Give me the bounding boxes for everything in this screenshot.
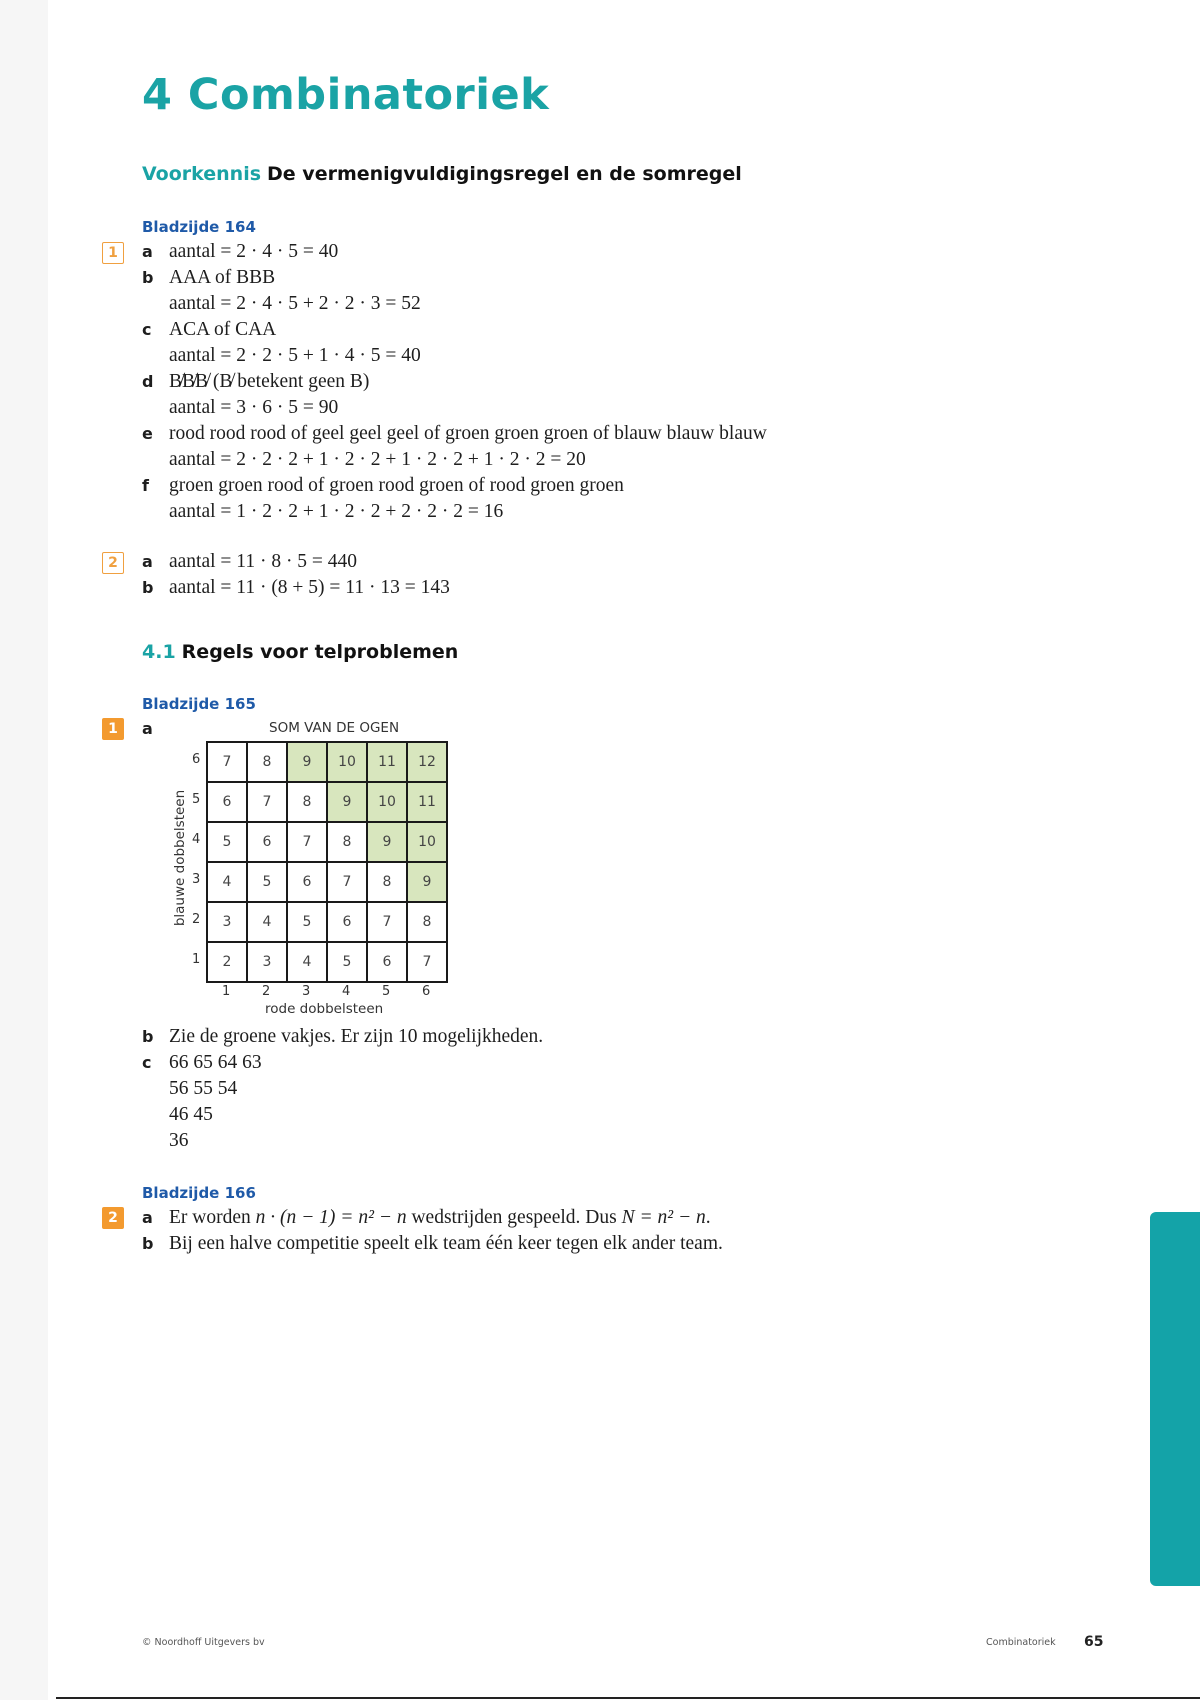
footer-publisher: © Noordhoff Uitgevers bv (142, 1637, 265, 1648)
col-tick: 5 (382, 984, 391, 999)
answer-text-part: Er worden (169, 1207, 256, 1228)
grid-cell: 4 (287, 942, 327, 982)
exercise-number-1: 1 (102, 718, 124, 740)
row-tick: 3 (192, 872, 201, 887)
section-4-1 (142, 641, 458, 663)
grid-cell-highlighted: 10 (327, 742, 367, 782)
grid-cell: 5 (207, 822, 247, 862)
grid-cell-highlighted: 12 (407, 742, 447, 782)
answer-4-1-1c (142, 1051, 262, 1075)
grid-cell: 6 (247, 822, 287, 862)
answer-1c-line2: aantal = 2 · 2 · 5 + 1 · 4 · 5 = 40 (169, 345, 421, 366)
grid-cell: 7 (207, 742, 247, 782)
answer-text: aantal = 11 · (8 + 5) = 11 · 13 = 143 (169, 577, 450, 598)
answer-1d (142, 370, 369, 394)
answer-label: c (142, 320, 152, 339)
chapter-title: 4 Combinatoriek (142, 70, 550, 120)
answer-text: B̸B̸B̸ (B̸ betekent geen B) (169, 371, 370, 392)
answer-label: f (142, 476, 149, 495)
answer-label: b (142, 1027, 154, 1046)
grid-cell: 4 (247, 902, 287, 942)
grid-row (207, 822, 447, 862)
grid-cell: 6 (287, 862, 327, 902)
answer-4-1-1b (142, 1025, 543, 1049)
grid-cell: 8 (407, 902, 447, 942)
page-edge-shadow (0, 0, 48, 1700)
grid-cell: 7 (247, 782, 287, 822)
answer-text: Bij een halve competitie speelt elk team één keer tegen elk ander team. (169, 1233, 723, 1254)
answer-label: e (142, 424, 153, 443)
answer-label: a (142, 242, 153, 261)
grid-cell: 6 (327, 902, 367, 942)
answer-1f-line2: aantal = 1 · 2 · 2 + 1 · 2 · 2 + 2 · 2 · 2 = 16 (169, 501, 504, 522)
answer-4-1-1c-line3: 46 45 (169, 1104, 213, 1125)
grid-cell-highlighted: 9 (407, 862, 447, 902)
grid-row (207, 742, 447, 782)
answer-1b-line2: aantal = 2 · 4 · 5 + 2 · 2 · 3 = 52 (169, 293, 421, 314)
section-accent: Voorkennis (142, 163, 262, 185)
answer-1a (142, 240, 338, 264)
exercise-number-2: 2 (102, 1207, 124, 1229)
answer-label: d (142, 372, 154, 391)
grid-cell-highlighted: 9 (287, 742, 327, 782)
grid-title: SOM VAN DE OGEN (269, 720, 400, 736)
grid-cell: 3 (247, 942, 287, 982)
answer-label: a (142, 719, 153, 738)
chapter-side-tab (1150, 1212, 1200, 1586)
answer-text: Zie de groene vakjes. Er zijn 10 mogelijkheden. (169, 1026, 544, 1047)
col-tick: 4 (342, 984, 351, 999)
grid-cell: 3 (207, 902, 247, 942)
grid-row (207, 902, 447, 942)
answer-1e-line2: aantal = 2 · 2 · 2 + 1 · 2 · 2 + 1 · 2 · 2 + 1 · 2 · 2 = 20 (169, 449, 586, 470)
col-tick: 3 (302, 984, 311, 999)
answer-text: AAA of BBB (169, 267, 276, 288)
grid-cell: 8 (327, 822, 367, 862)
grid-x-axis-label: rode dobbelsteen (265, 1001, 384, 1017)
grid-cell: 8 (247, 742, 287, 782)
section-voorkennis (142, 163, 742, 185)
row-tick: 2 (192, 912, 201, 927)
answer-text: aantal = 2 · 4 · 5 = 40 (169, 241, 339, 262)
exercise-number-1: 1 (102, 242, 124, 264)
row-tick: 5 (192, 792, 201, 807)
grid-cell: 5 (287, 902, 327, 942)
answer-4-1-2a (142, 1206, 711, 1230)
grid-cell-highlighted: 9 (327, 782, 367, 822)
bottom-rule (56, 1697, 1200, 1699)
grid-cell: 8 (287, 782, 327, 822)
answer-label: b (142, 1234, 154, 1253)
section-title-text: De vermenigvuldigingsregel en de somregel (267, 163, 742, 185)
col-tick: 1 (222, 984, 231, 999)
answer-label: a (142, 1208, 153, 1227)
answer-text: ACA of CAA (169, 319, 277, 340)
grid-row (207, 782, 447, 822)
page-ref-164: Bladzijde 164 (142, 218, 256, 236)
answer-label: b (142, 268, 154, 287)
answer-1d-line2: aantal = 3 · 6 · 5 = 90 (169, 397, 339, 418)
answer-text: 66 65 64 63 (169, 1052, 262, 1073)
page-ref-165: Bladzijde 165 (142, 695, 256, 713)
math-expression: N = n² − n (621, 1207, 706, 1228)
answer-2b (142, 576, 450, 600)
grid-row (207, 862, 447, 902)
answer-label: a (142, 552, 153, 571)
grid-cell-highlighted: 9 (367, 822, 407, 862)
answer-2a (142, 550, 357, 574)
answer-4-1-1c-line4: 36 (169, 1130, 189, 1151)
answer-text (169, 1206, 711, 1230)
page-number: 65 (1084, 1634, 1104, 1650)
grid-cell-highlighted: 10 (407, 822, 447, 862)
answer-1e (142, 422, 767, 446)
grid-cell-highlighted: 10 (367, 782, 407, 822)
answer-label: b (142, 578, 154, 597)
dice-sum-grid (206, 741, 448, 983)
grid-cell: 7 (367, 902, 407, 942)
answer-4-1-2b (142, 1232, 723, 1256)
answer-1b (142, 266, 275, 290)
answer-label: c (142, 1053, 152, 1072)
answer-text: groen groen rood of groen rood groen of rood groen groen (169, 475, 624, 496)
answer-4-1-1c-line2: 56 55 54 (169, 1078, 238, 1099)
answer-text-part: . (705, 1207, 711, 1228)
grid-cell: 5 (327, 942, 367, 982)
row-tick: 1 (192, 952, 201, 967)
exercise-number-2: 2 (102, 552, 124, 574)
col-tick: 2 (262, 984, 271, 999)
grid-cell-highlighted: 11 (367, 742, 407, 782)
answer-4-1-1a (142, 717, 169, 741)
grid-cell-highlighted: 11 (407, 782, 447, 822)
grid-row (207, 942, 447, 982)
answer-text: rood rood rood of geel geel geel of groen groen groen of blauw blauw blauw (169, 423, 767, 444)
page-ref-166: Bladzijde 166 (142, 1184, 256, 1202)
section-accent: 4.1 (142, 641, 176, 663)
answer-text-part: wedstrijden gespeeld. Dus (406, 1207, 622, 1228)
grid-cell: 6 (367, 942, 407, 982)
grid-cell: 5 (247, 862, 287, 902)
section-title-text: Regels voor telproblemen (181, 641, 459, 663)
answer-1c (142, 318, 276, 342)
row-tick: 6 (192, 752, 201, 767)
grid-cell: 6 (207, 782, 247, 822)
grid-y-axis-label: blauwe dobbelsteen (172, 789, 188, 927)
col-tick: 6 (422, 984, 431, 999)
grid-cell: 7 (407, 942, 447, 982)
grid-cell: 8 (367, 862, 407, 902)
grid-cell: 2 (207, 942, 247, 982)
grid-cell: 4 (207, 862, 247, 902)
grid-cell: 7 (327, 862, 367, 902)
footer-chapter: Combinatoriek (986, 1637, 1056, 1648)
answer-1f (142, 474, 624, 498)
answer-text: aantal = 11 · 8 · 5 = 440 (169, 551, 358, 572)
row-tick: 4 (192, 832, 201, 847)
grid-cell: 7 (287, 822, 327, 862)
math-expression: n · (n − 1) = n² − n (255, 1207, 407, 1228)
